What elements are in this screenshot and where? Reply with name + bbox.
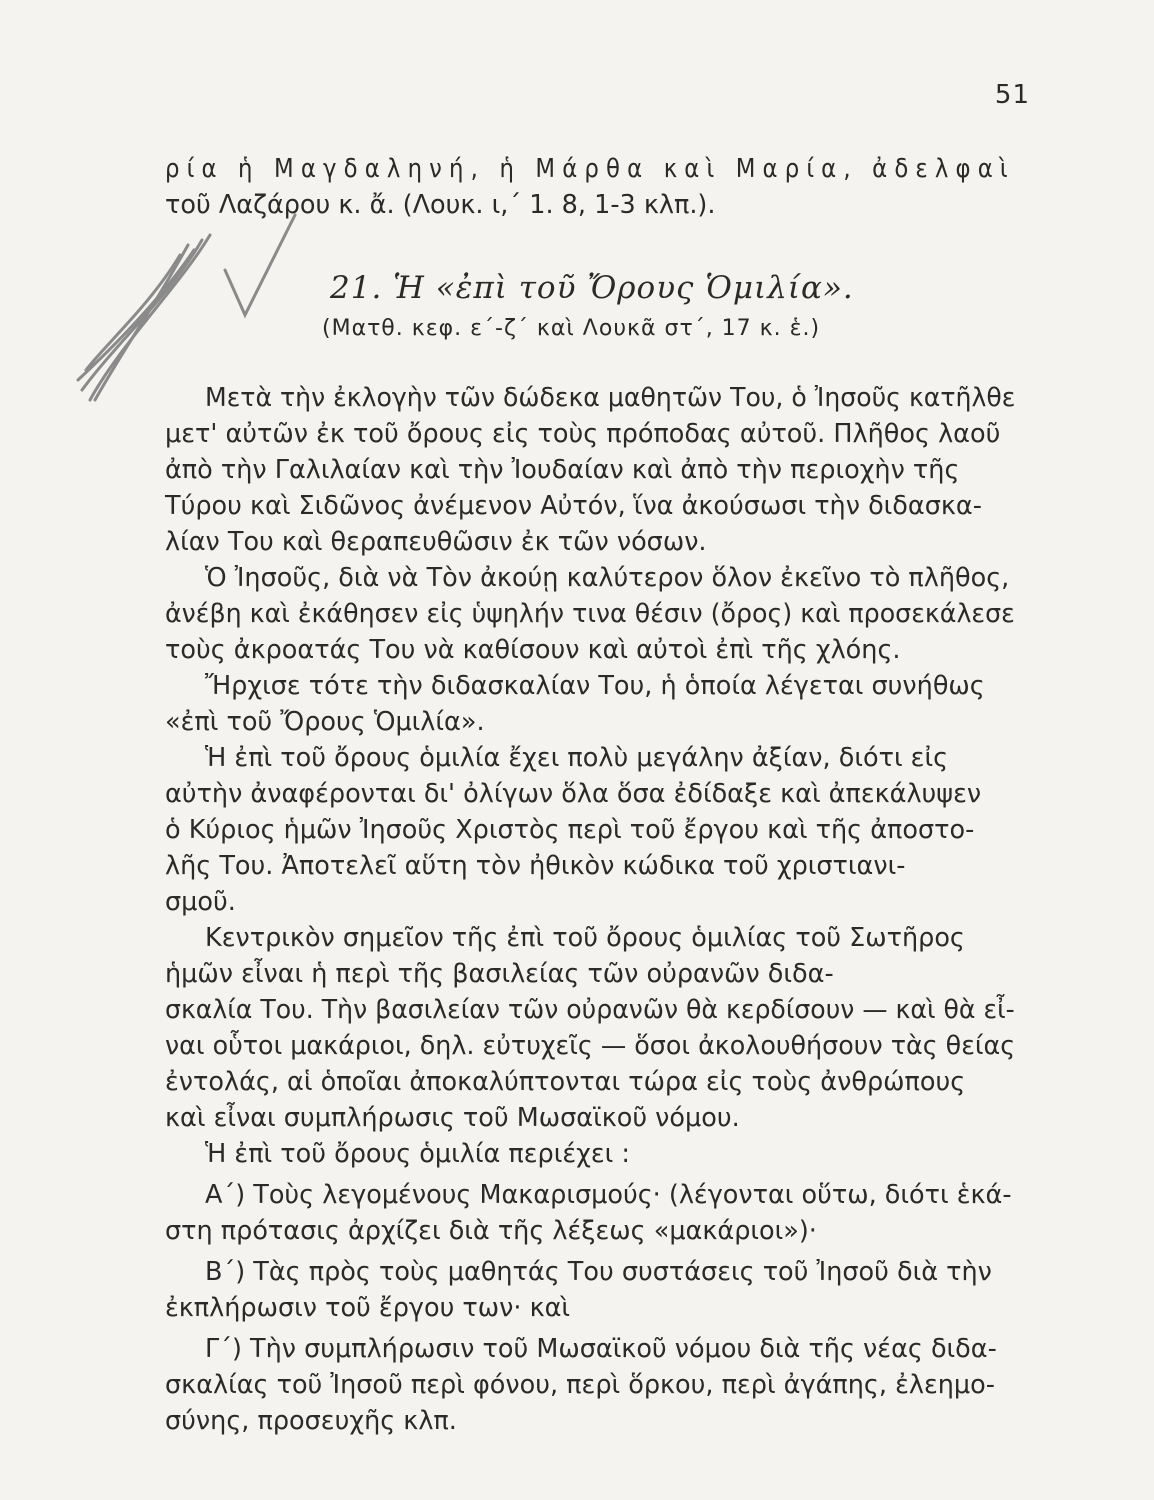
body-line: λῆς Του. Ἀποτελεῖ αὕτη τὸν ἠθικὸν κώδικα τοῦ χριστιανι- (165, 851, 906, 881)
body-line: Ἡ ἐπὶ τοῦ ὄρους ὁμιλία περιέχει : (205, 1139, 630, 1169)
intro-line: τοῦ Λαζάρου κ. ἄ. (Λουκ. ι,΄ 1. 8, 1-3 κλπ.). (165, 190, 716, 220)
body-line: μετ' αὐτῶν ἐκ τοῦ ὄρους εἰς τοὺς πρόποδας αὐτοῦ. Πλῆθος λαοῦ (165, 419, 1001, 449)
body-line: λίαν Του καὶ θεραπευθῶσιν ἐκ τῶν νόσων. (165, 527, 707, 557)
body-line: σμοῦ. (165, 887, 236, 917)
body-line: Ἤρχισε τότε τὴν διδασκαλίαν Του, ἡ ὁποία λέγεται συνήθως (205, 671, 985, 701)
body-line: ἐκπλήρωσιν τοῦ ἔργου των· καὶ (165, 1293, 571, 1323)
body-line: «ἐπὶ τοῦ Ὄρους Ὁμιλία». (165, 707, 485, 737)
body-line: Κεντρικὸν σημεῖον τῆς ἐπὶ τοῦ ὄρους ὁμιλίας τοῦ Σωτῆρος (205, 923, 965, 953)
body-line: καὶ εἶναι συμπλήρωσις τοῦ Μωσαϊκοῦ νόμου. (165, 1103, 740, 1133)
body-line: σύνης, προσευχῆς κλπ. (165, 1406, 457, 1436)
body-line: ἐντολάς, αἱ ὁποῖαι ἀποκαλύπτονται τώρα εἰς τοὺς ἀνθρώπους (165, 1067, 966, 1097)
intro-line: ρία ἡ Μαγδαληνή, ἡ Μάρθα καὶ Μαρία, ἀδελφαὶ (165, 154, 1015, 184)
body-line: σκαλία Του. Τὴν βασιλείαν τῶν οὐρανῶν θὰ κερδίσουν — καὶ θὰ εἶ- (165, 995, 1015, 1025)
body-line: Γ΄) Τὴν συμπλήρωσιν τοῦ Μωσαϊκοῦ νόμου διὰ τῆς νέας διδα- (205, 1334, 997, 1364)
body-line: Α΄) Τοὺς λεγομένους Μακαρισμούς· (λέγονται οὕτω, διότι ἑκά- (205, 1180, 1012, 1210)
body-line: Ὁ Ἰησοῦς, διὰ νὰ Τὸν ἀκούῃ καλύτερον ὅλον ἐκεῖνο τὸ πλῆθος, (205, 563, 1010, 593)
body-line: Ἡ ἐπὶ τοῦ ὄρους ὁμιλία ἔχει πολὺ μεγάλην ἀξίαν, διότι εἰς (205, 743, 949, 773)
body-line: σκαλίας τοῦ Ἰησοῦ περὶ φόνου, περὶ ὅρκου, περὶ ἀγάπης, ἐλεημο- (165, 1370, 995, 1400)
body-line: τοὺς ἀκροατάς Του νὰ καθίσουν καὶ αὐτοὶ ἐπὶ τῆς χλόης. (165, 635, 901, 665)
section-title: 21. Ἡ «ἐπὶ τοῦ Ὄρους Ὁμιλία». (330, 270, 854, 306)
body-line: Β΄) Τὰς πρὸς τοὺς μαθητάς Του συστάσεις τοῦ Ἰησοῦ διὰ τὴν (205, 1257, 992, 1287)
body-line: στη πρότασις ἀρχίζει διὰ τῆς λέξεως «μακάριοι»)· (165, 1216, 817, 1246)
body-line: ἀπὸ τὴν Γαλιλαίαν καὶ τὴν Ἰουδαίαν καὶ ἀπὸ τὴν περιοχὴν τῆς (165, 455, 960, 485)
body-line: Μετὰ τὴν ἐκλογὴν τῶν δώδεκα μαθητῶν Του, ὁ Ἰησοῦς κατῆλθε (205, 383, 1016, 413)
body-line: ἡμῶν εἶναι ἡ περὶ τῆς βασιλείας τῶν οὐρανῶν διδα- (165, 959, 834, 989)
section-reference: (Ματθ. κεφ. ε΄-ζ΄ καὶ Λουκᾶ στ΄, 17 κ. ἑ.) (322, 316, 821, 341)
body-line: ναι οὗτοι μακάριοι, δηλ. εὐτυχεῖς — ὅσοι ἀκολουθήσουν τὰς θείας (165, 1031, 1016, 1061)
body-line: αὐτὴν ἀναφέρονται δι' ὀλίγων ὅλα ὅσα ἐδίδαξε καὶ ἀπεκάλυψεν (165, 779, 982, 809)
body-line: Τύρου καὶ Σιδῶνος ἀνέμενον Αὐτόν, ἵνα ἀκούσωσι τὴν διδασκα- (165, 491, 982, 521)
body-line: ἀνέβη καὶ ἐκάθησεν εἰς ὑψηλήν τινα θέσιν (ὄρος) καὶ προσεκάλεσε (165, 599, 1015, 629)
page-number: 51 (994, 80, 1030, 110)
body-line: ὁ Κύριος ἡμῶν Ἰησοῦς Χριστὸς περὶ τοῦ ἔργου καὶ τῆς ἀποστο- (165, 815, 975, 845)
